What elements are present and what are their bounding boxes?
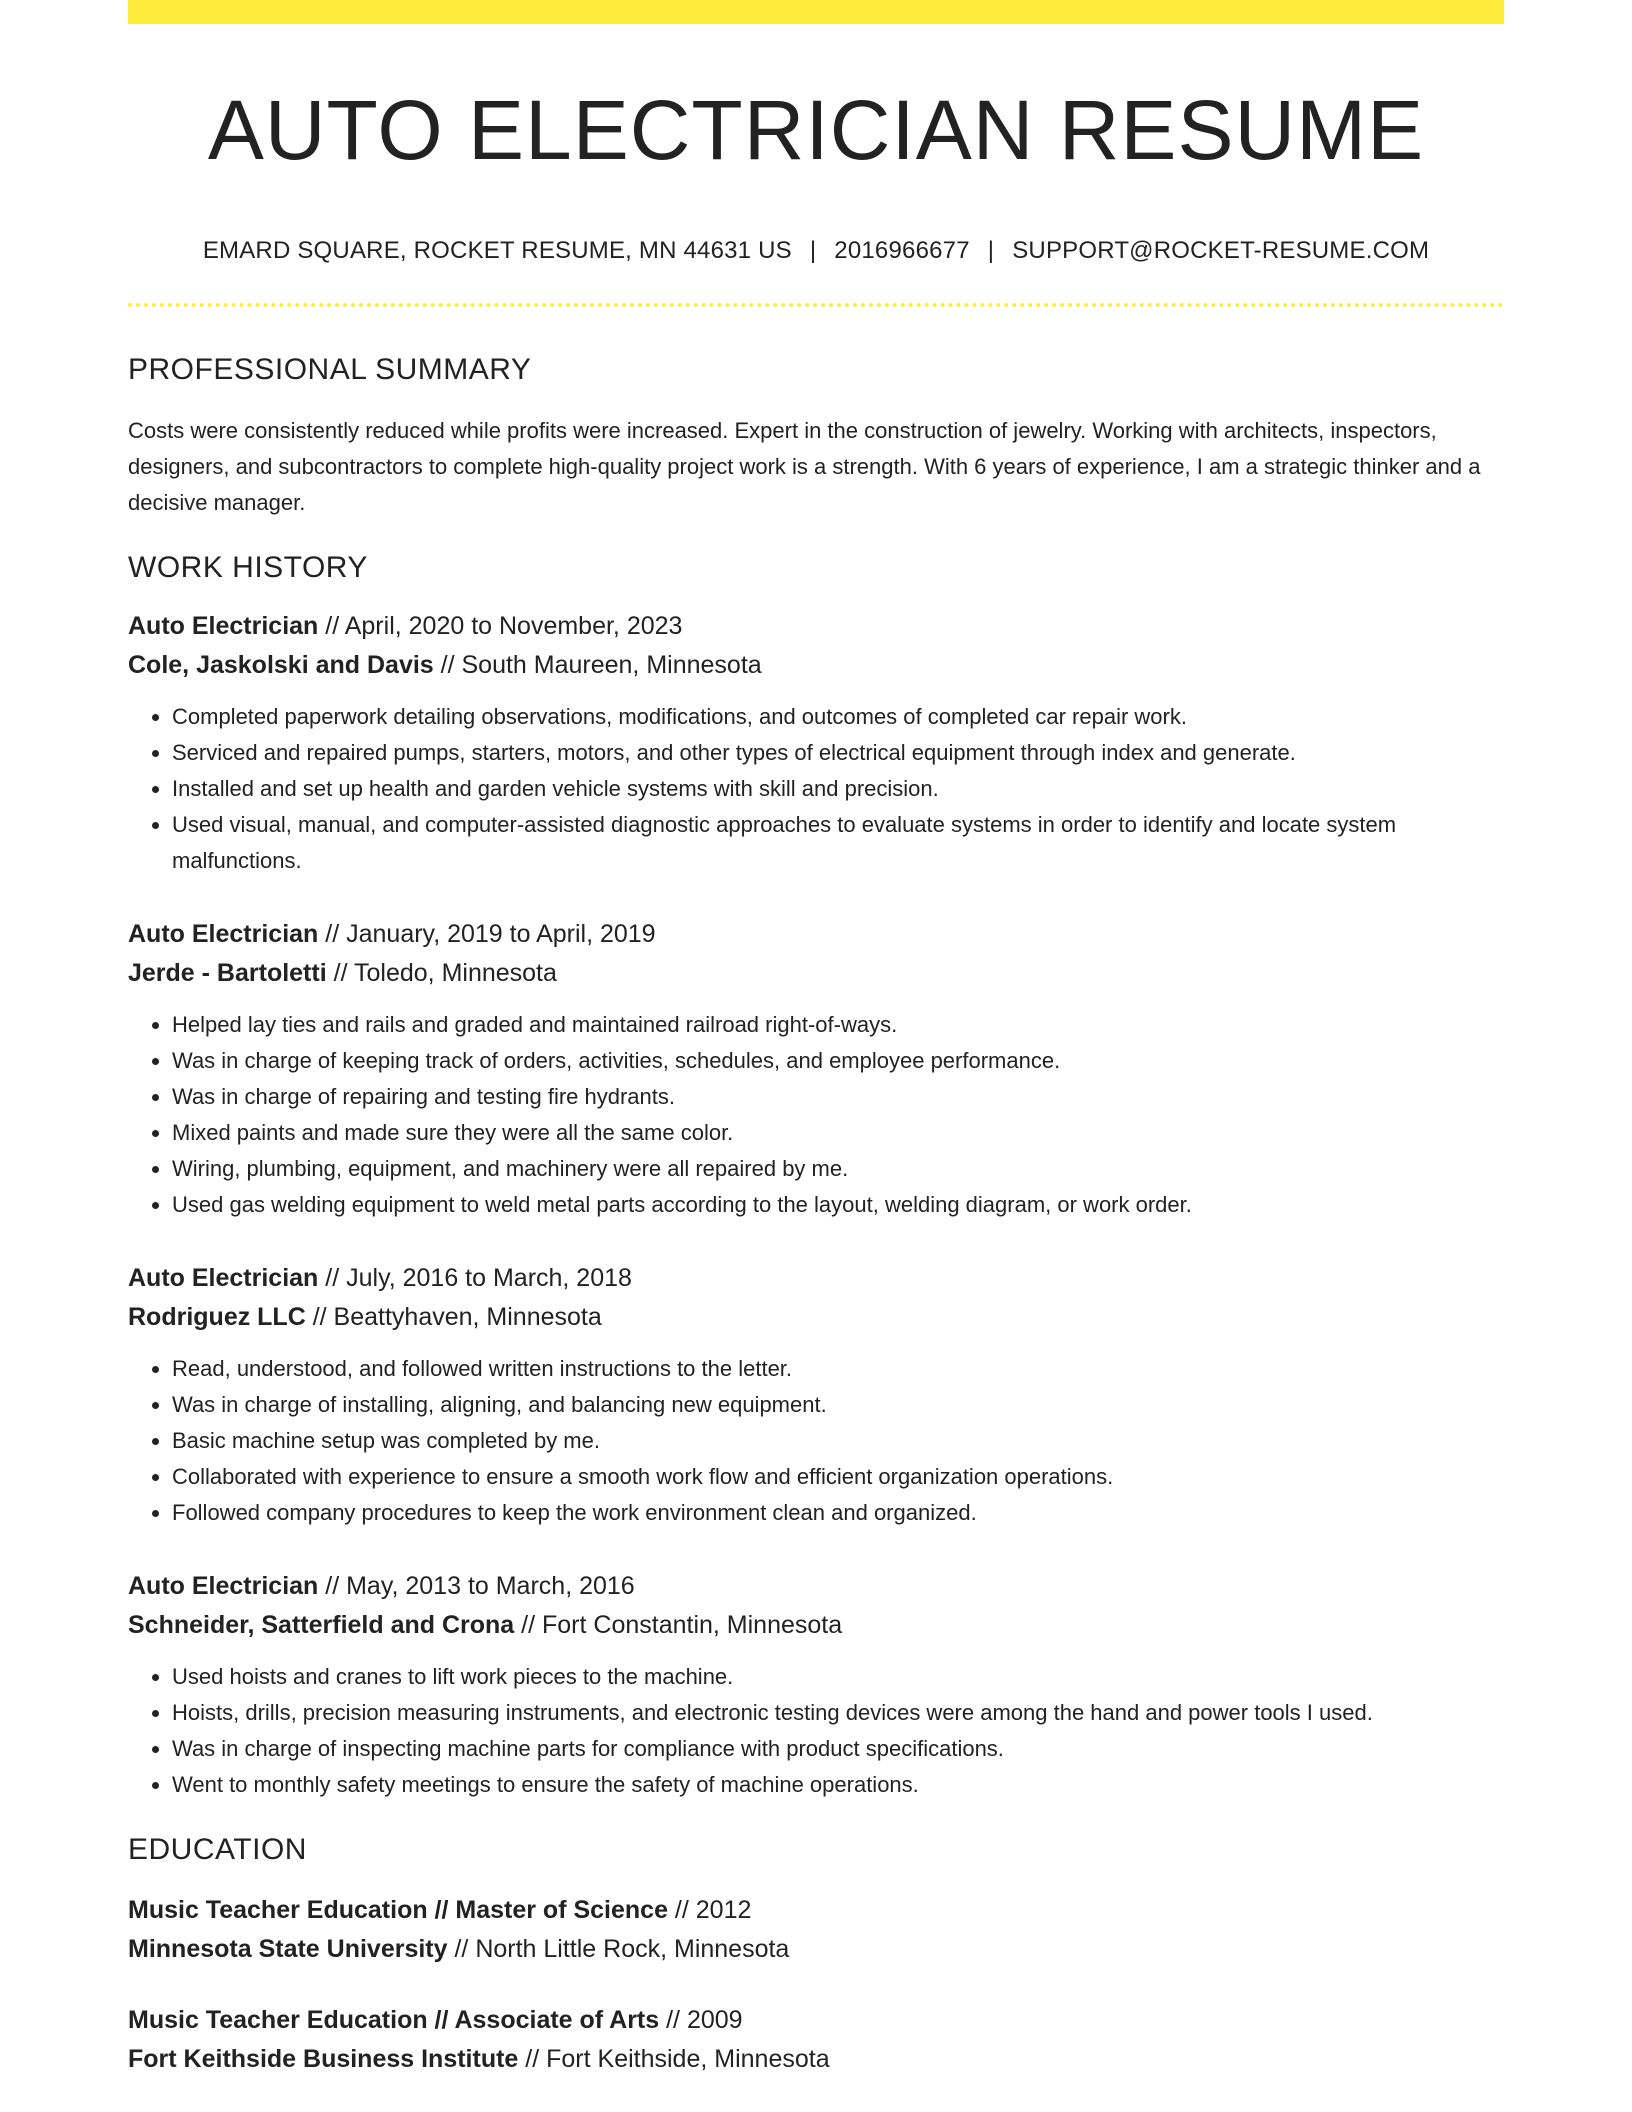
job-dates: // July, 2016 to March, 2018 — [318, 1263, 632, 1292]
education-year: // 2009 — [659, 2005, 743, 2034]
education-degree: Music Teacher Education // Master of Science — [128, 1895, 668, 1924]
job-company-line — [128, 954, 1504, 993]
job-bullet: • Mixed paints and made sure they were all the same color. — [172, 1115, 1504, 1151]
job-role-line — [128, 1259, 1504, 1298]
education-school: Fort Keithside Business Institute — [128, 2044, 519, 2073]
job-bullet: • Serviced and repaired pumps, starters, motors, and other types of electrical equipment through index and generate. — [172, 735, 1504, 771]
job-role: Auto Electrician — [128, 611, 319, 640]
job-location: // Beattyhaven, Minnesota — [305, 1302, 602, 1331]
job-bullet: • Was in charge of inspecting machine parts for compliance with product specifications. — [172, 1731, 1504, 1767]
job-entry — [128, 1567, 1504, 1803]
job-role-line — [128, 607, 1504, 646]
education-entry — [128, 2001, 1504, 2079]
job-bullet: • Used hoists and cranes to lift work pieces to the machine. — [172, 1659, 1504, 1695]
job-entry — [128, 915, 1504, 1223]
job-company: Cole, Jaskolski and Davis — [128, 650, 434, 679]
education-school-line — [128, 2040, 1504, 2079]
job-bullet: • Used visual, manual, and computer-assisted diagnostic approaches to evaluate systems in order to identify and locate system malfunctions. — [172, 807, 1504, 879]
contact-separator: | — [987, 236, 995, 264]
job-role: Auto Electrician — [128, 1571, 319, 1600]
education-location: // North Little Rock, Minnesota — [447, 1934, 790, 1963]
job-bullet: • Hoists, drills, precision measuring instruments, and electronic testing devices were among the hand and power tools I used. — [172, 1695, 1504, 1731]
job-dates: // April, 2020 to November, 2023 — [318, 611, 683, 640]
summary-text: Costs were consistently reduced while profits were increased. Expert in the construction of jewelry. Working with architects, inspectors, designers, and subcontractors to complete high-quality project work is a strength. With 6 years of experience, I am a strategic thinker and a decisive manager. — [128, 417, 1481, 515]
contact-email: SUPPORT@ROCKET-RESUME.COM — [1012, 236, 1430, 264]
education-entry — [128, 1891, 1504, 1969]
education-location: // Fort Keithside, Minnesota — [518, 2044, 830, 2073]
education-degree-line — [128, 2001, 1504, 2040]
job-bullet: • Basic machine setup was completed by me. — [172, 1423, 1504, 1459]
accent-top-bar — [128, 0, 1504, 24]
education-year: // 2012 — [667, 1895, 752, 1924]
resume-page — [128, 0, 1504, 2079]
education-school-line — [128, 1930, 1504, 1969]
job-bullets — [128, 1007, 1504, 1223]
job-bullet: • Followed company procedures to keep the work environment clean and organized. — [172, 1495, 1504, 1531]
job-bullet: • Went to monthly safety meetings to ensure the safety of machine operations. — [172, 1767, 1504, 1803]
job-bullet: • Read, understood, and followed written instructions to the letter. — [172, 1351, 1504, 1387]
job-location: // Toledo, Minnesota — [326, 958, 557, 987]
section-title-education: EDUCATION — [128, 1832, 307, 1866]
job-bullets — [128, 1659, 1504, 1803]
job-company: Schneider, Satterfield and Crona — [128, 1610, 515, 1639]
job-role-line — [128, 915, 1504, 954]
contact-address: EMARD SQUARE, ROCKET RESUME, MN 44631 US — [202, 236, 792, 264]
job-company-line — [128, 1606, 1504, 1645]
resume-title: AUTO ELECTRICIAN RESUME — [207, 83, 1425, 177]
job-location: // Fort Constantin, Minnesota — [514, 1610, 843, 1639]
job-bullet: • Was in charge of repairing and testing fire hydrants. — [172, 1079, 1504, 1115]
education-degree: Music Teacher Education // Associate of Arts — [128, 2005, 660, 2034]
education-degree-line — [128, 1891, 1504, 1930]
job-bullet: • Was in charge of installing, aligning, and balancing new equipment. — [172, 1387, 1504, 1423]
job-company: Jerde - Bartoletti — [128, 958, 327, 987]
job-bullet: • Was in charge of keeping track of orders, activities, schedules, and employee performance. — [172, 1043, 1504, 1079]
job-company: Rodriguez LLC — [128, 1302, 306, 1331]
dotted-divider — [128, 303, 1504, 307]
job-role-line — [128, 1567, 1504, 1606]
job-bullet: • Helped lay ties and rails and graded and maintained railroad right-of-ways. — [172, 1007, 1504, 1043]
contact-separator: | — [809, 236, 817, 264]
contact-phone: 2016966677 — [834, 236, 970, 264]
job-dates: // January, 2019 to April, 2019 — [318, 919, 656, 948]
section-title-work-history: WORK HISTORY — [128, 550, 368, 584]
job-entry — [128, 1259, 1504, 1531]
job-bullet: • Completed paperwork detailing observations, modifications, and outcomes of completed car repair work. — [172, 699, 1504, 735]
job-dates: // May, 2013 to March, 2016 — [318, 1571, 635, 1600]
job-bullet: • Installed and set up health and garden vehicle systems with skill and precision. — [172, 771, 1504, 807]
job-bullets — [128, 699, 1504, 879]
job-location: // South Maureen, Minnesota — [433, 650, 762, 679]
job-company-line — [128, 1298, 1504, 1337]
education-school: Minnesota State University — [128, 1934, 448, 1963]
job-bullets — [128, 1351, 1504, 1531]
job-bullet: • Used gas welding equipment to weld metal parts according to the layout, welding diagram, or work order. — [172, 1187, 1504, 1223]
job-bullet: • Collaborated with experience to ensure a smooth work flow and efficient organization operations. — [172, 1459, 1504, 1495]
section-title-summary: PROFESSIONAL SUMMARY — [128, 352, 532, 386]
job-role: Auto Electrician — [128, 1263, 319, 1292]
job-role: Auto Electrician — [128, 919, 319, 948]
job-bullet: • Wiring, plumbing, equipment, and machinery were all repaired by me. — [172, 1151, 1504, 1187]
job-entry — [128, 607, 1504, 879]
contact-line — [128, 237, 1504, 265]
job-company-line — [128, 646, 1504, 685]
